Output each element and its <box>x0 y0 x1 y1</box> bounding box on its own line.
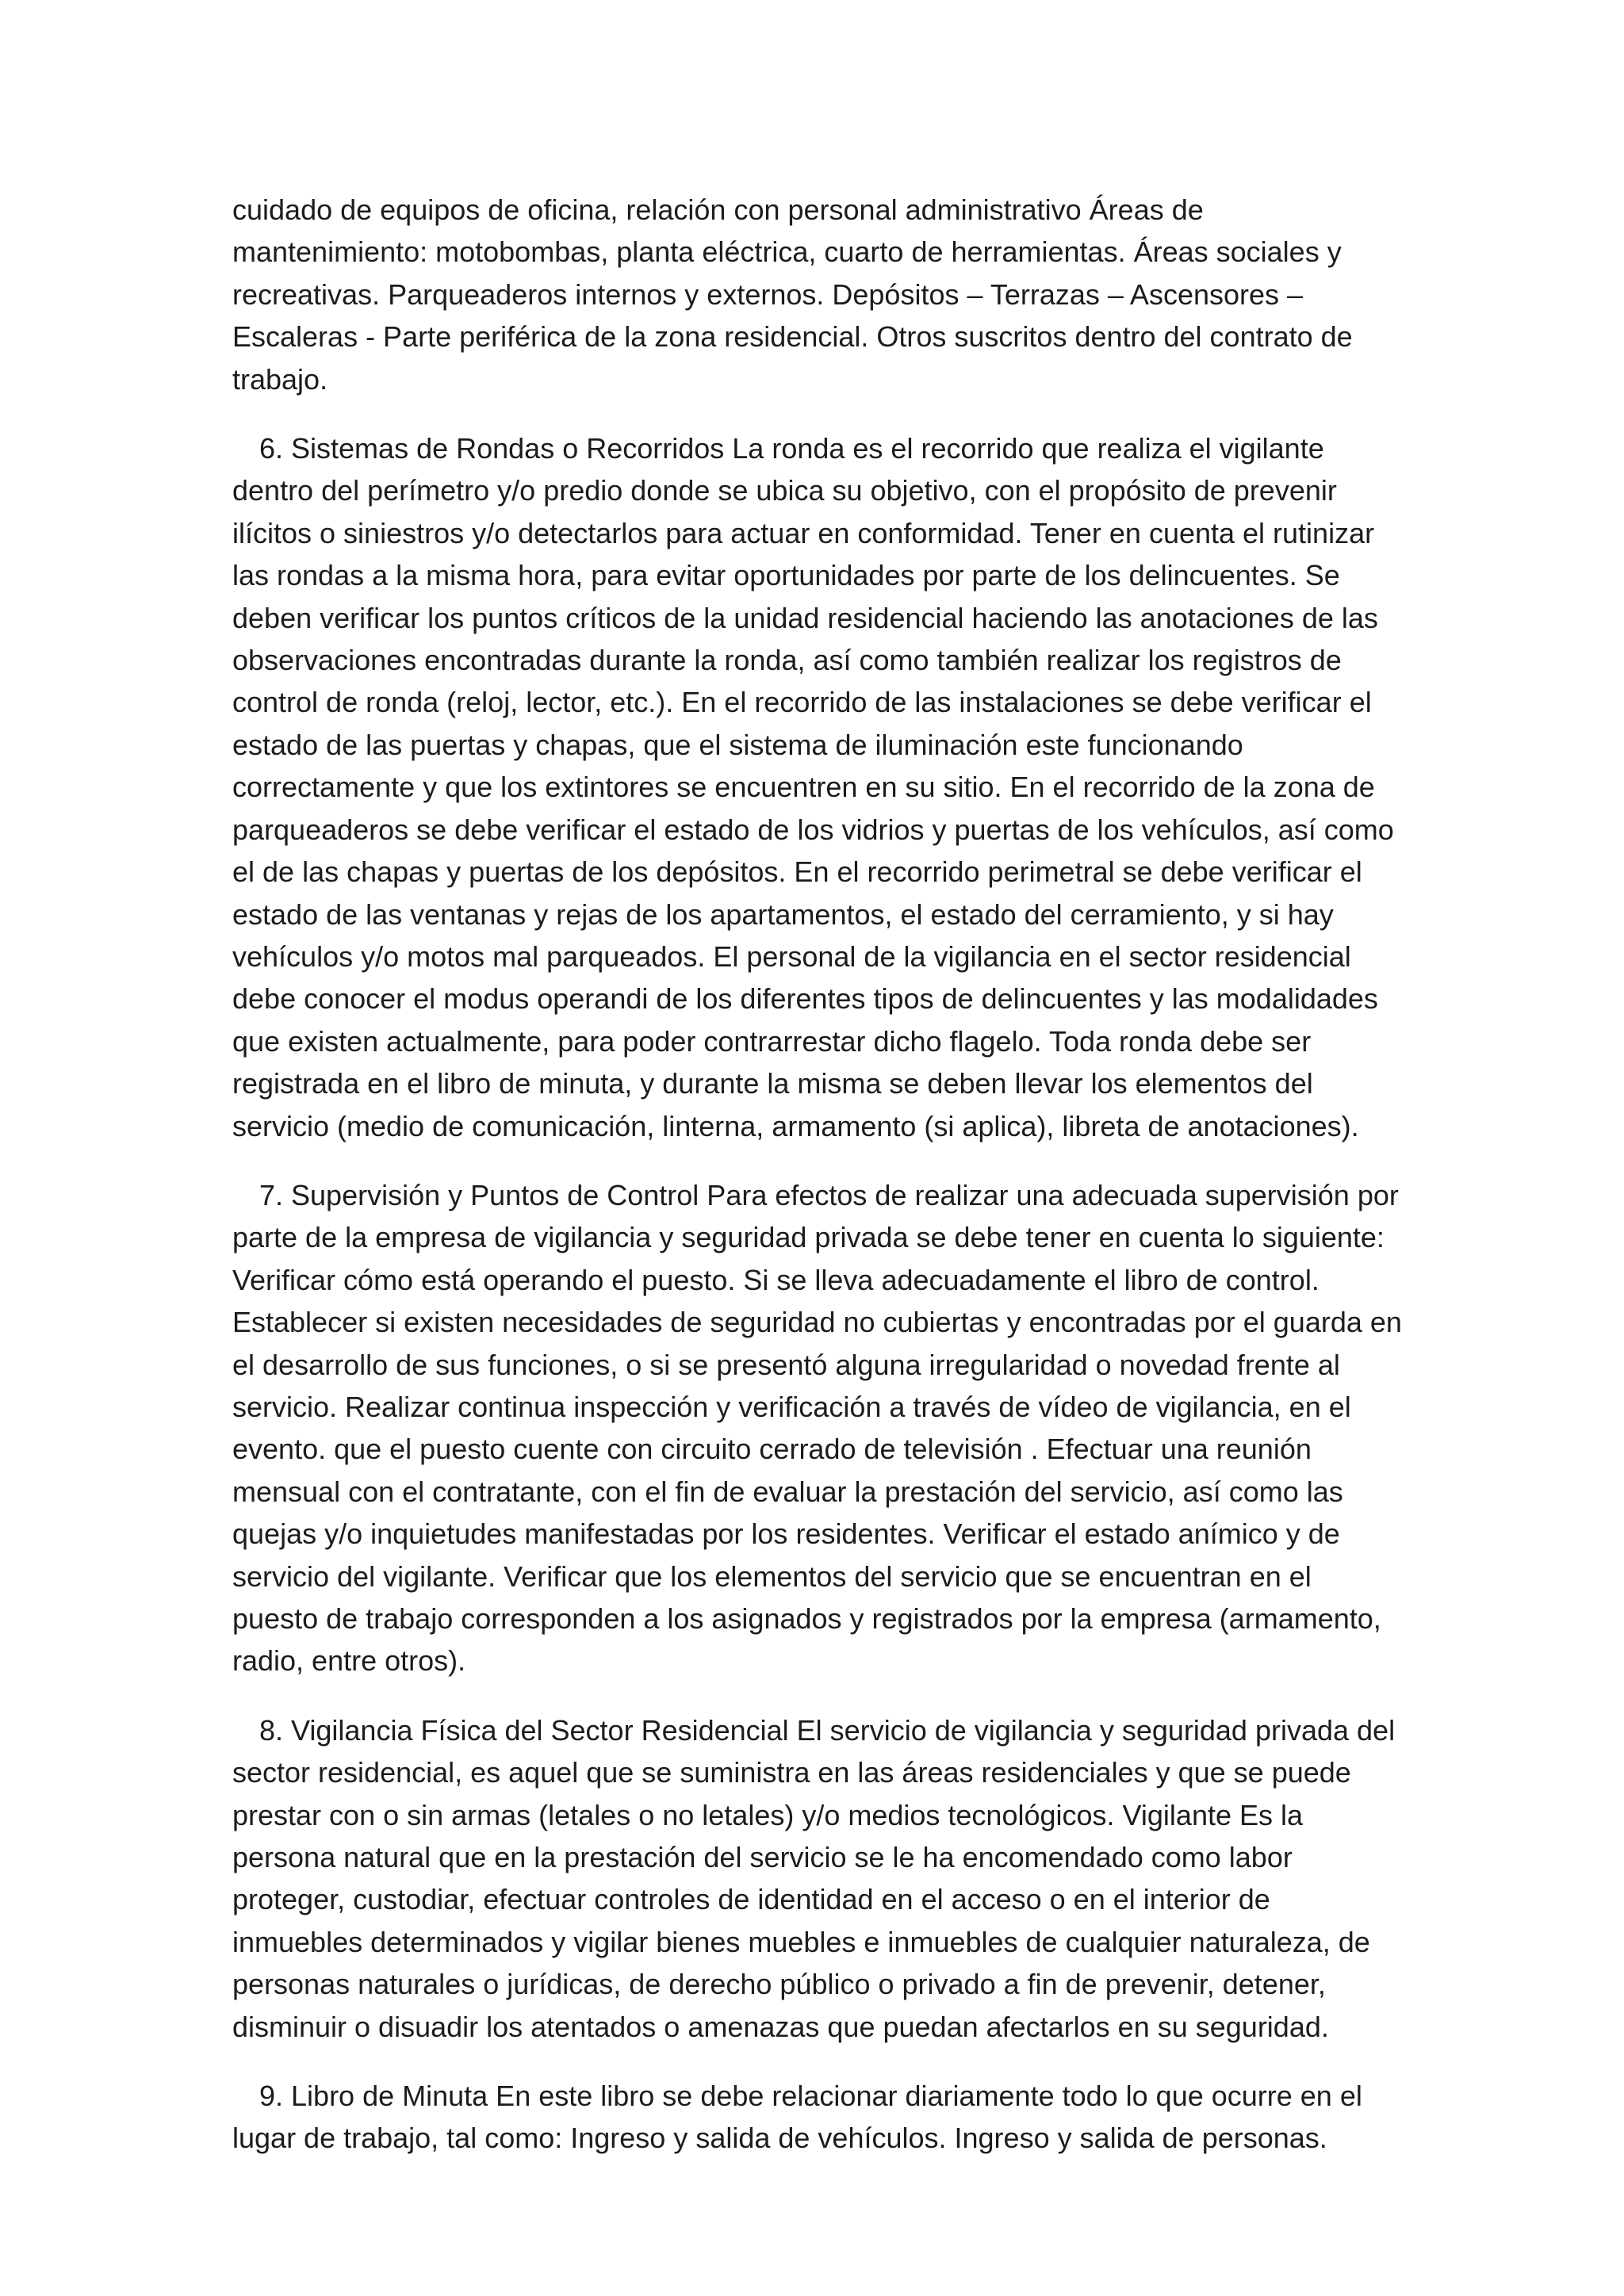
paragraph-section-9-libro-minuta: 9. Libro de Minuta En este libro se debe relacionar diariamente todo lo que ocurre en el lugar de trabajo, tal como: Ingreso y salida de vehículos. Ingreso y salida de personas. <box>232 2080 1362 2155</box>
paragraph-section-7-supervision: 7. Supervisión y Puntos de Control Para efectos de realizar una adecuada supervisión por parte de la empresa de vigilancia y seguridad privada se debe tener en cuenta lo siguiente: Verificar cómo está operando el puesto. Si se lleva adecuadamente el libro de control. Establecer si existen necesidades de seguridad no cubiertas y encontradas por el guarda en el desarrollo de sus funciones, o si se presentó alguna irregularidad o novedad frente al servicio. Realizar continua inspección y verificación a través de vídeo de vigilancia, en el evento. que el puesto cuente con circuito cerrado de televisión . Efectuar una reunión mensual con el contratante, con el fin de evaluar la prestación del servicio, así como las quejas y/o inquietudes manifestadas por los residentes. Verificar el estado anímico y de servicio del vigilante. Verificar que los elementos del servicio que se encuentran en el puesto de trabajo corresponden a los asignados y registrados por la empresa (armamento, radio, entre otros). <box>232 1178 1402 1678</box>
paragraph-section-6-rondas: 6. Sistemas de Rondas o Recorridos La ronda es el recorrido que realiza el vigilante dentro del perímetro y/o predio donde se ubica su objetivo, con el propósito de prevenir ilícitos o siniestros y/o detectarlos para actuar en conformidad. Tener en cuenta el rutinizar las rondas a la misma hora, para evitar oportunidades por parte de los delincuentes. Se deben verificar los puntos críticos de la unidad residencial haciendo las anotaciones de las observaciones encontradas durante la ronda, así como también realizar los registros de control de ronda (reloj, lector, etc.). En el recorrido de las instalaciones se debe verificar el estado de las puertas y chapas, que el sistema de iluminación este funcionando correctamente y que los extintores se encuentren en su sitio. En el recorrido de la zona de parqueaderos se debe verificar el estado de los vidrios y puertas de los vehículos, así como el de las chapas y puertas de los depósitos. En el recorrido perimetral se debe verificar el estado de las ventanas y rejas de los apartamentos, el estado del cerramiento, y si hay vehículos y/o motos mal parqueados. El personal de la vigilancia en el sector residencial debe conocer el modus operandi de los diferentes tipos de delincuentes y las modalidades que existen actualmente, para poder contrarrestar dicho flagelo. Toda ronda debe ser registrada en el libro de minuta, y durante la misma se deben llevar los elementos del servicio (medio de comunicación, linterna, armamento (si aplica), libreta de anotaciones). <box>232 432 1394 1142</box>
paragraph-continuation: cuidado de equipos de oficina, relación con personal administrativo Áreas de mantenimiento: motobombas, planta eléctrica, cuarto de herramientas. Áreas sociales y recreativas. Parqueaderos internos y externos. Depósitos – Terrazas – Ascensores – Escaleras - Parte periférica de la zona residencial. Otros suscritos dentro del contrato de trabajo. <box>232 193 1353 396</box>
document-page <box>232 189 1402 2187</box>
paragraph-section-8-vigilancia: 8. Vigilancia Física del Sector Residencial El servicio de vigilancia y seguridad privada del sector residencial, es aquel que se suministra en las áreas residenciales y que se puede prestar con o sin armas (letales o no letales) y/o medios tecnológicos. Vigilante Es la persona natural que en la prestación del servicio se le ha encomendado como labor proteger, custodiar, efectuar controles de identidad en el acceso o en el interior de inmuebles determinados y vigilar bienes muebles e inmuebles de cualquier naturaleza, de personas naturales o jurídicas, de derecho público o privado a fin de prevenir, detener, disminuir o disuadir los atentados o amenazas que puedan afectarlos en su seguridad. <box>232 1713 1396 2043</box>
